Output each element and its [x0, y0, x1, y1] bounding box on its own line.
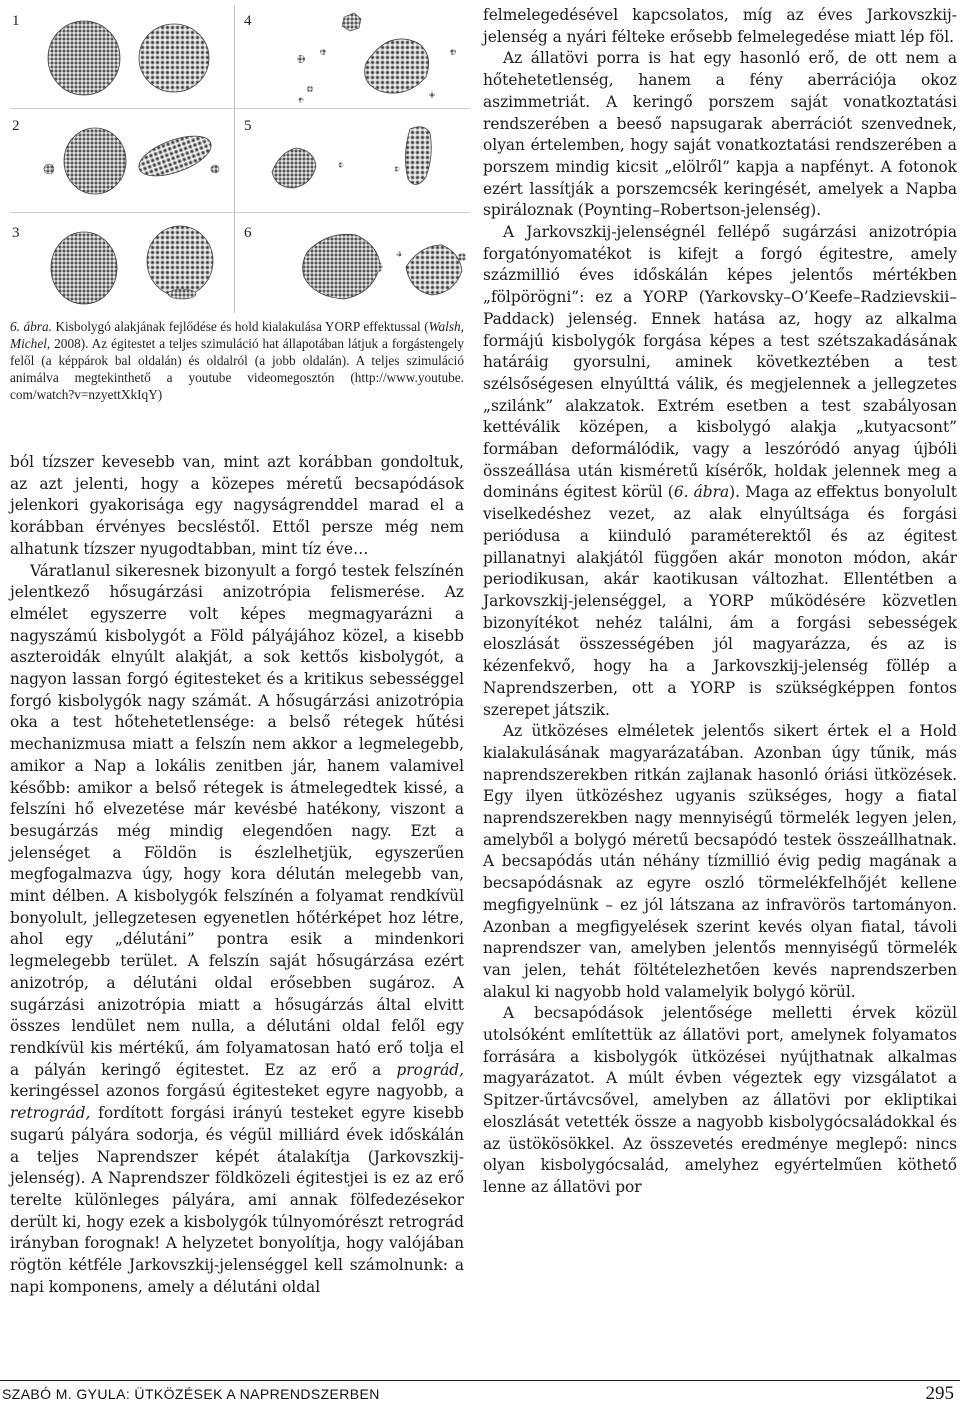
left-column — [10, 452, 464, 1298]
asteroid-side-view-1 — [139, 24, 209, 92]
asteroid-pole-view-3 — [51, 232, 117, 304]
paragraph: ból tízszer kevesebb van, mint azt korábban gondoltuk, az azt jelenti, hogy a közepes méretű becsapódások jelenkori gyakorisága egy nagyságrenddel marad el a korábban érvényes becsléstől. Ettől persze még nem alhatunk tízszer nyugodtabban, mint tíz éve… — [10, 453, 464, 558]
asteroid-pole-view-6 — [303, 234, 383, 299]
paragraph-text: fordított forgási irányú testeket egyre kisebb sugarú pályára sodorja, és végül milliárd évek időskálán a teljes Naprendszer képét átalakítja (Jarkovszkij-jelenség). A Naprendszer földközeli égitestjei is ez az erő terelte különleges pályára, ami annak fölfedezésekor derült ki, hogy ezek a kisbolygók túlnyomórészt retrográd irányban forognak! A helyzetet bonyolítja, hogy valójában rögtön kétféle Jarkovszkij-jelenséggel kell számolnunk: a napi komponens, amely a délutáni oldal — [10, 1104, 464, 1296]
paragraph — [10, 561, 464, 1299]
running-head: SZABÓ M. GYULA: ÜTKÖZÉSEK A NAPRENDSZERBEN — [2, 1386, 380, 1402]
term-retrograd: retrográd, — [10, 1104, 91, 1123]
paragraph-text: Váratlanul sikeresnek bizonyult a forgó testek felszínén jelentkező hősugárzási anizotrópia felismerése. Az elmélet egyszerre volt képes megmagyarázni a nagyszámú kisbolygót a Föld pályájához közel, a kisebb aszteroidák elnyúlt alakját, a sok kettős kisbolygót, a nagyon lassan forgó égitesteket és a kritikus sebességgel forgó kisbolygók nagy számát. A hősugárzási anizotrópia oka a test hőtehetetlensége: a belső rétegek hűtési mechanizmusa miatt a felszín nem akkor a legmelegebb, amikor a Nap a lokális zenitben jár, hanem valamivel később: amikor a belső rétegek is átmelegedtek kissé, a felszíni hő elvezetése már kevésbé hatékony, viszont a besugárzás még mindig elegendően nagy. Ezt a jelenséget a Földön is észlelhetjük, egyszerűen megfogalmazva úgy, hogy kora délután melegebb van, mint délben. A kisbolygók felszínén a folyamat rendkívül bonyolult, jellegzetesen egyenetlen hőtérképet hoz létre, ahol egy „délutáni” pontra esik a mindenkori legmelegebb terület. A felszín saját hősugárzása ezért anizotróp, a délutáni oldal erősebben sugároz. A sugárzási anizotrópia miatt a hősugárzás által elvitt összes lendület nem nulla, a délutáni oldal felől egy rendkívül kis mértékű, ám folyamatosan ható erő tolja el a pályán keringő égitestet. Ez az erő a — [10, 561, 464, 1079]
paragraph: A becsapódások jelentősége melletti érvek közül utolsóként említettük az állatövi port, amelynek folyamatos forrására a kisbolygók ütközései nyújthatnak alkalmas magyarázatot. A múlt évben végeztek egy vizsgálatot a Spitzer-űrtávcsővel, amelyben az állatövi por ekliptikai eloszlását vetették össze a nagyobb kisbolygócsaládokkal és az üstökösökkel. Az összevetés eredménye meglepő: nincs olyan kisbolygócsalád, amelyhez egyértelműen köthető lenne az állatövi por — [483, 1004, 957, 1196]
asteroid-side-view-4 — [365, 39, 456, 98]
figure-panel-label: 4 — [244, 13, 252, 29]
asteroid-pole-view-5 — [272, 148, 344, 188]
figure-panel-label: 3 — [12, 225, 20, 241]
paragraph: felmelegedésével kapcsolatos, míg az éves Jarkovszkij-jelenség a nyári félteke erősebb felmelegedése miatt lép föl. — [483, 6, 957, 46]
paragraph-text: keringéssel azonos forgású égitesteket egyre nagyobb, a — [10, 1082, 464, 1101]
figure-caption-text: Kisbolygó alakjának fejlődése és hold kialakulása YORP effektussal ( — [51, 319, 429, 334]
figure-6 — [10, 5, 470, 313]
paragraph: Az állatövi porra is hat egy hasonló erő, de ott nem a hőtehetetlenség, hanem a fény aberrációja okoz aszimmetriát. A keringő porszem saját vonatkoztatási rendszerében a beeső napsugarak aberrációt szenvednek, olyan értelemben, hogy saját vonatkoztatási rendszerében a porszem mindig kicsit „elölről” kapja a napfényt. A fotonok ezért lassítják a porszemcsék keringését, amelyek a Napba spiráloznak (Poynting–Robertson-jelenség). — [483, 49, 957, 220]
asteroid-pole-view-1 — [48, 21, 120, 95]
figure-panel-label: 2 — [12, 118, 20, 134]
figure-caption-text: 2008). Az égitestet a teljes szimuláció hat állapotában látjuk a forgástengely felől (a képpárok bal oldalán) és oldalról (a jobb oldalán). A teljes szimuláció animálva megtekinthető a youtube videomegosztón (http://www.youtube. com/watch?v=nzyettXkIqY) — [10, 336, 464, 402]
figure-caption-author: Walsh, Michel, — [10, 319, 464, 351]
asteroid-side-view-6 — [397, 245, 467, 295]
paragraph-text: ). Maga az effektus bonyolult viselkedéshez vezet, az alak elnyúltsága és forgási periódusa a kiinduló paraméterektől és az égitest pillanatnyi alakjától függően akár monoton módon, akár periodikusan, akár kaotikusan változhat. Ellentétben a Jarkovszkij-jelenséggel, a YORP működésére közvetlen bizonyítékot nehéz találni, ám a forgási sebességek eloszlását összességében jól magyarázza, és az is kézenfekvő, hogy ha a Jarkovszkij-jelenség föllép a Naprendszerben, ott a YORP is szükségképpen fontos szerepet játszik. — [483, 483, 957, 719]
figure-reference: 6. ábra — [673, 483, 730, 502]
asteroid-side-view-3 — [147, 226, 213, 299]
figure-panel-label: 1 — [12, 13, 20, 29]
figure-caption — [10, 318, 464, 403]
right-column — [483, 5, 957, 1199]
figure-caption-label: 6. ábra. — [10, 319, 52, 334]
asteroid-side-view-5 — [395, 127, 432, 185]
figure-panel-label: 6 — [244, 225, 252, 241]
paragraph — [483, 222, 957, 721]
page-number: 295 — [925, 1383, 954, 1404]
figure-illustration — [10, 5, 470, 313]
asteroid-pole-view-2 — [44, 128, 126, 194]
asteroid-pole-view-4 — [297, 13, 361, 103]
term-prograd: prográd, — [396, 1060, 464, 1079]
footer-rule — [0, 1380, 960, 1381]
paragraph: Az ütközéses elméletek jelentős sikert értek el a Hold kialakulásának magyarázatában. Azonban úgy tűnik, más naprendszerekben ritkán zajlanak hasonló óriási ütközések. Egy ilyen ütközéshez ugyanis szükséges, hogy a fiatal naprendszerekben nagy mennyiségű törmelék legyen jelen, amelyből a bolygó méretű becsapódó testek összeállhatnak. A becsapódás után néhány tízmillió évig pedig magának a becsapódásnak az egyre oszló törmelékfelhőjét kellene megfigyelnünk – ez jól látszana az infravörös tartományon. Azonban a megfigyelések szerint kevés olyan fiatal, távoli naprendszer van, amelyben jelentős mennyiségű törmelék van jelen, tehát föltételezhetően kevés naprendszerben alakul ki nagyobb hold valamelyik bolygó körül. — [483, 722, 957, 1001]
paragraph-text: A Jarkovszkij-jelenségnél fellépő sugárzási anizotrópia forgatónyomatékot is kifejt a forgó égitestre, amely százmillió éves időskálán képes jelentős mértékben „fölpörögni”: ez a YORP (Yarkovsky–O’Keefe–Radzievskii–Paddack) jelenség. Ennek hatása az, hogy az alkalma formájú kisbolygók forgása képes a test szétszakadásának határáig gyorsulni, aminek következtében a test szélsőségesen elnyúlttá válik, és megjelennek a jellegzetes „szilánk” alakzatok. Extrém esetben a test szabályosan kettéválik középen, a kisbolygó alakja „kutyacsont” formában deformálódik, vagy a leszóródó anyag újbóli összeállása után kisméretű kísérők, holdak jelennek meg a domináns égitest körül ( — [483, 223, 957, 502]
asteroid-side-view-2 — [134, 128, 219, 184]
figure-panel-label: 5 — [244, 118, 252, 134]
